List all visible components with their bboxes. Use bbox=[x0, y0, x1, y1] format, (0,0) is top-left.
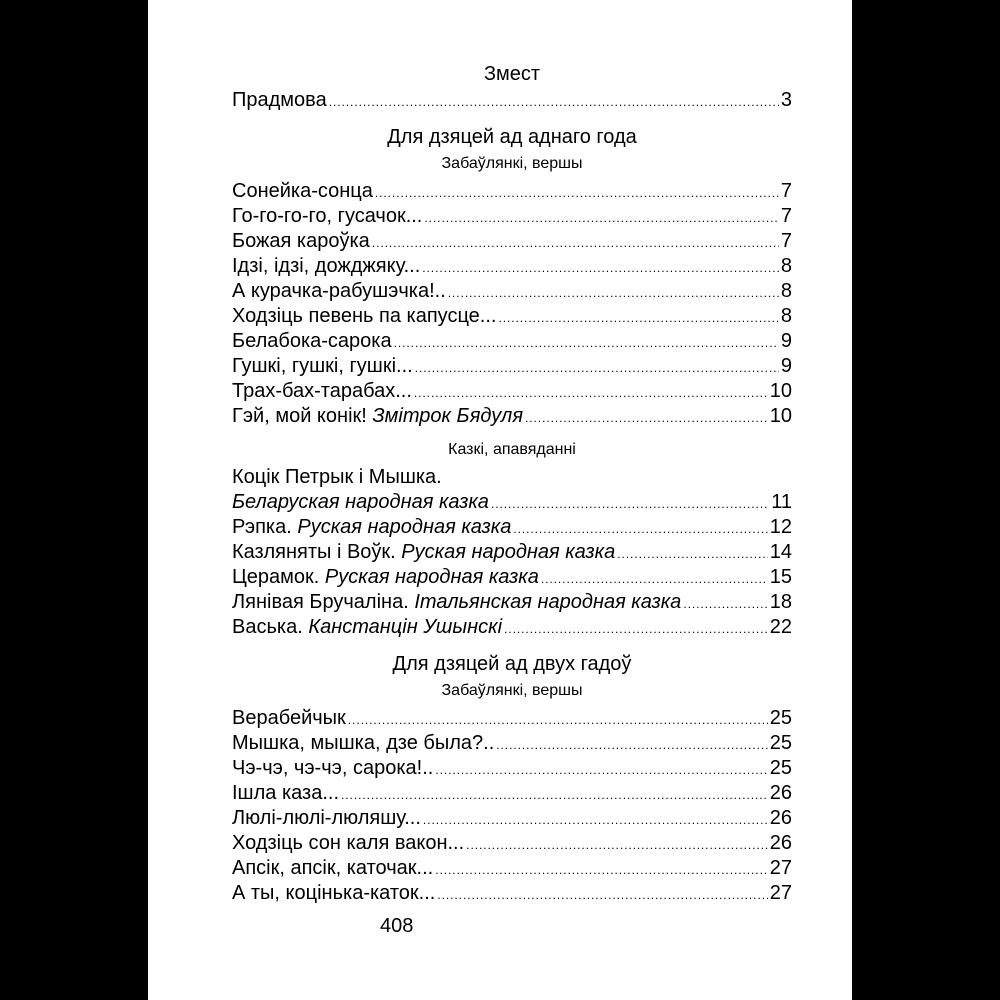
page-title: Змест bbox=[483, 63, 541, 85]
entry-title-group bbox=[232, 404, 523, 429]
dot-leader bbox=[513, 515, 767, 542]
dot-leader bbox=[394, 329, 779, 356]
entry-page: 27 bbox=[769, 882, 792, 904]
section-title: Для дзяцей ад двух гадоў bbox=[392, 653, 632, 675]
entry-page: 11 bbox=[771, 491, 792, 513]
toc-entry bbox=[232, 756, 792, 781]
toc-entry bbox=[232, 540, 792, 565]
entry-title: Рэпка. bbox=[232, 516, 292, 538]
toc-entry bbox=[232, 254, 792, 279]
toc-entry bbox=[232, 590, 792, 615]
dot-leader bbox=[422, 254, 779, 281]
entry-page: 25 bbox=[769, 707, 792, 729]
toc-entry bbox=[232, 856, 792, 881]
book-page bbox=[148, 0, 852, 1000]
entry-title: Трах-бах-тарабах... bbox=[232, 380, 412, 402]
dot-leader bbox=[437, 881, 767, 908]
dot-leader bbox=[617, 540, 768, 567]
entry-title: Ідзі, ідзі, дожджяку... bbox=[232, 255, 421, 277]
entry-author: Італьянская народная казка bbox=[414, 591, 682, 613]
toc-entry bbox=[232, 329, 792, 354]
page-number: 408 bbox=[380, 915, 414, 937]
entry-author: Змітрок Бядуля bbox=[372, 405, 523, 427]
entry-page: 8 bbox=[780, 280, 792, 302]
entry-page: 7 bbox=[780, 180, 792, 202]
entry-page: 8 bbox=[780, 305, 792, 327]
entry-page: 3 bbox=[780, 89, 792, 111]
toc-entry bbox=[232, 565, 792, 590]
toc-entry bbox=[232, 731, 792, 756]
entry-page: 9 bbox=[780, 330, 792, 352]
entry-author: Руская народная казка bbox=[401, 541, 616, 563]
entry-title: Апсік, апсік, каточак... bbox=[232, 857, 434, 879]
entry-page: 10 bbox=[769, 380, 792, 402]
dot-leader bbox=[341, 781, 768, 808]
entry-title: Ходзіць певень па капусце... bbox=[232, 305, 497, 327]
dot-leader bbox=[329, 88, 779, 115]
entry-page: 7 bbox=[780, 205, 792, 227]
entry-page: 26 bbox=[769, 807, 792, 829]
dot-leader bbox=[424, 204, 779, 231]
toc-entry bbox=[232, 706, 792, 731]
entry-page: 14 bbox=[769, 541, 792, 563]
entry-title: А ты, коцінька-каток... bbox=[232, 882, 436, 904]
entry-page: 25 bbox=[769, 732, 792, 754]
entry-title: Ходзіць сон каля вакон... bbox=[232, 832, 465, 854]
entry-page: 9 bbox=[780, 355, 792, 377]
dot-leader bbox=[435, 756, 767, 783]
entry-title: Гушкі, гушкі, гушкі... bbox=[232, 355, 413, 377]
entry-title: Лянівая Бручаліна. bbox=[232, 591, 409, 613]
entry-title: Го-го-го-го, гусачок... bbox=[232, 205, 423, 227]
dot-leader bbox=[504, 615, 768, 642]
entry-title: Сонейка-сонца bbox=[232, 180, 373, 202]
entry-title-group bbox=[232, 540, 615, 565]
entry-title: Гэй, мой конік! bbox=[232, 405, 367, 427]
dot-leader bbox=[498, 304, 778, 331]
dot-leader bbox=[423, 806, 768, 833]
entry-title-group bbox=[232, 615, 502, 640]
entry-title-line: Коцік Петрык і Мышка. bbox=[232, 466, 442, 488]
toc-entry bbox=[232, 831, 792, 856]
entry-author: Беларуская народная казка bbox=[232, 491, 489, 513]
entry-title: Васька. bbox=[232, 616, 303, 638]
entry-page: 18 bbox=[769, 591, 792, 613]
toc-entry bbox=[232, 781, 792, 806]
dot-leader bbox=[414, 379, 768, 406]
entry-title: Прадмова bbox=[232, 89, 327, 111]
entry-title: Мышка, мышка, дзе была?.. bbox=[232, 732, 495, 754]
entry-page: 10 bbox=[769, 405, 792, 427]
entry-page: 8 bbox=[780, 255, 792, 277]
toc-entry bbox=[232, 279, 792, 304]
dot-leader bbox=[466, 831, 768, 858]
toc-entry bbox=[232, 515, 792, 540]
toc-entry bbox=[232, 615, 792, 640]
entry-title: Люлі-люлі-люляшу... bbox=[232, 807, 421, 829]
table-of-contents bbox=[232, 60, 792, 906]
dot-leader bbox=[448, 279, 779, 306]
dot-leader bbox=[541, 565, 768, 592]
toc-entry bbox=[232, 229, 792, 254]
entry-title-group bbox=[232, 565, 539, 590]
dot-leader bbox=[683, 590, 767, 617]
dot-leader bbox=[525, 404, 768, 431]
toc-entry bbox=[232, 881, 792, 906]
entry-author: Канстанцін Ушынскі bbox=[308, 616, 503, 638]
toc-entry bbox=[232, 379, 792, 404]
toc-entry bbox=[232, 304, 792, 329]
dot-leader bbox=[375, 179, 779, 206]
entry-author: Руская народная казка bbox=[324, 566, 539, 588]
entry-page: 15 bbox=[769, 566, 792, 588]
entry-title: Белабока-сарока bbox=[232, 330, 392, 352]
subsection-title: Казкі, апавяданні bbox=[448, 441, 576, 458]
entry-page: 25 bbox=[769, 757, 792, 779]
section-title: Для дзяцей ад аднаго года bbox=[387, 126, 637, 148]
entry-page: 26 bbox=[769, 832, 792, 854]
entry-title: Божая кароўка bbox=[232, 230, 370, 252]
toc-entry-intro bbox=[232, 88, 792, 113]
dot-leader bbox=[415, 354, 779, 381]
entry-title: Церамок. bbox=[232, 566, 320, 588]
toc-entry bbox=[232, 354, 792, 379]
toc-entry bbox=[232, 404, 792, 429]
entry-page: 22 bbox=[769, 616, 792, 638]
toc-entry bbox=[232, 204, 792, 229]
entry-title: Чэ-чэ, чэ-чэ, сарока!.. bbox=[232, 757, 434, 779]
entry-title: Казляняты і Воўк. bbox=[232, 541, 396, 563]
entry-author: Руская народная казка bbox=[297, 516, 512, 538]
toc-entry bbox=[232, 179, 792, 204]
dot-leader bbox=[435, 856, 768, 883]
dot-leader bbox=[496, 731, 767, 758]
entry-page: 27 bbox=[769, 857, 792, 879]
entry-title: Ішла каза... bbox=[232, 782, 340, 804]
toc-entry bbox=[232, 806, 792, 831]
entry-title-group bbox=[232, 590, 681, 615]
entry-title: А курачка-рабушэчка!.. bbox=[232, 280, 446, 302]
subsection-title: Забаўлянкі, вершы bbox=[441, 155, 583, 172]
entry-page: 12 bbox=[769, 516, 792, 538]
entry-page: 7 bbox=[780, 230, 792, 252]
dot-leader bbox=[491, 490, 769, 517]
dot-leader bbox=[348, 706, 768, 733]
toc-entry bbox=[232, 490, 792, 515]
subsection-title: Забаўлянкі, вершы bbox=[441, 682, 583, 699]
entry-title: Верабейчык bbox=[232, 707, 346, 729]
dot-leader bbox=[372, 229, 779, 256]
entry-title-group bbox=[232, 515, 511, 540]
entry-page: 26 bbox=[769, 782, 792, 804]
